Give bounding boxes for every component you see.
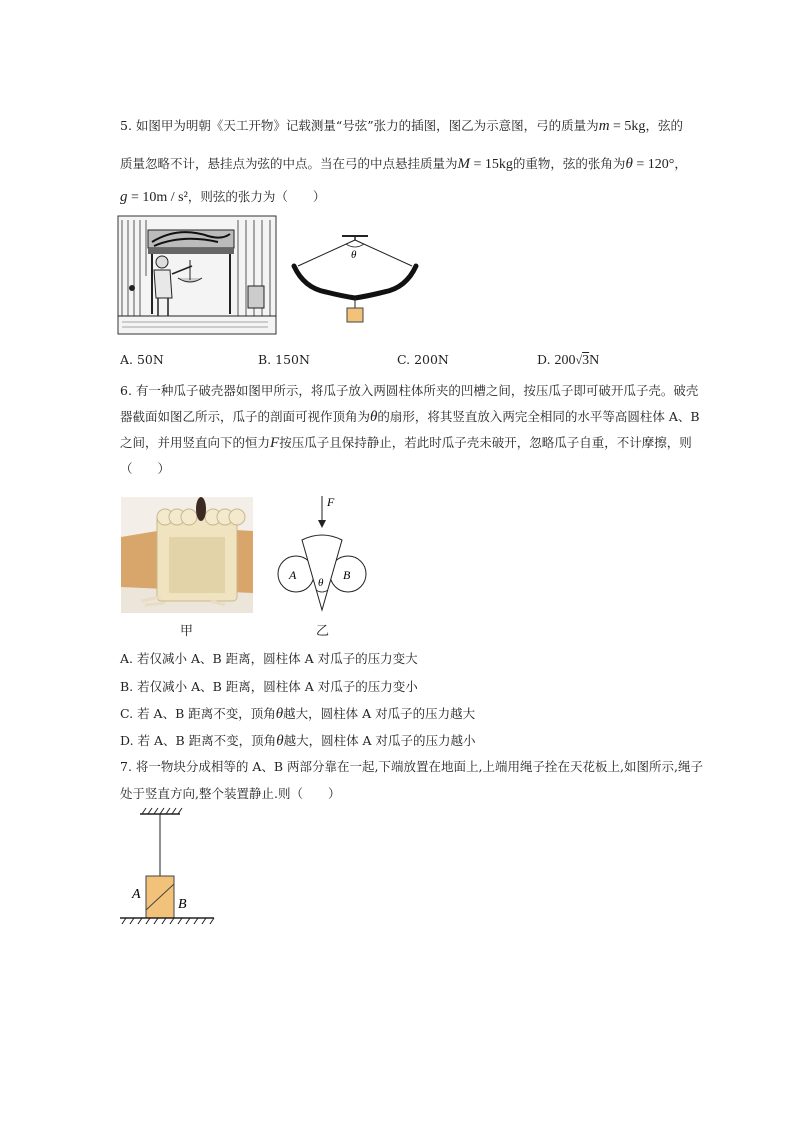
- q6-option-a[interactable]: A. 若仅减小 A、B 距离，圆柱体 A 对瓜子的压力变大: [120, 651, 418, 666]
- q6-line3: 之间，并用竖直向下的恒力F按压瓜子且保持静止，若此时瓜子壳未破开，忽略瓜子自重，不计摩擦，则: [120, 435, 692, 451]
- q5-option-d[interactable]: D. 200√3N: [537, 352, 600, 368]
- q6-option-b[interactable]: B. 若仅减小 A、B 距离，圆柱体 A 对瓜子的压力变小: [120, 679, 418, 694]
- q6-caption-jia: 甲: [180, 624, 194, 639]
- q6-option-d[interactable]: D. 若 A、B 距离不变，顶角θ越大，圆柱体 A 对瓜子的压力越小: [120, 733, 476, 749]
- q6-fig-label-a: A: [289, 568, 297, 582]
- q6-cross-section-diagram: [276, 492, 372, 618]
- q5-option-b[interactable]: B. 150N: [258, 352, 310, 367]
- q6-caption-yi: 乙: [316, 624, 330, 639]
- q5-bow-diagram: [290, 228, 430, 328]
- q5-option-c[interactable]: C. 200N: [397, 352, 449, 367]
- q6-option-c[interactable]: C. 若 A、B 距离不变，顶角θ越大，圆柱体 A 对瓜子的压力越大: [120, 706, 476, 722]
- q5-fig-theta: θ: [351, 249, 357, 261]
- q6-fig-label-b: B: [343, 568, 351, 582]
- q7-block-diagram: [118, 806, 218, 930]
- q5-woodcut-illustration: [118, 216, 276, 334]
- q6-fig-force-label: F: [327, 495, 335, 509]
- q6-nutcracker-photo: [121, 497, 253, 613]
- q6-line4: （ ）: [120, 461, 171, 476]
- q7-line2: 处于竖直方向,整个装置静止.则（ ）: [120, 786, 341, 801]
- q5-line1: 5. 如图甲为明朝《天工开物》记载测量“号弦”张力的插图，图乙为示意图，弓的质量为m = 5kg，弦的: [120, 118, 683, 134]
- q6-line2: 器截面如图乙所示，瓜子的剖面可视作顶角为θ的扇形，将其竖直放入两完全相同的水平等高圆柱体 A、B: [120, 409, 700, 425]
- q7-line1: 7. 将一物块分成相等的 A、B 两部分靠在一起,下端放置在地面上,上端用绳子拴在天花板上,如图所示,绳子: [120, 759, 703, 774]
- q6-line1: 6. 有一种瓜子破壳器如图甲所示，将瓜子放入两圆柱体所夹的凹槽之间，按压瓜子即可破开瓜子壳。破壳: [120, 383, 699, 398]
- q5-line2: 质量忽略不计，悬挂点为弦的中点。当在弓的中点悬挂质量为M = 15kg的重物，弦的张角为θ = 120°，: [120, 156, 687, 172]
- q6-fig-theta: θ: [318, 577, 324, 589]
- q7-fig-label-a: A: [132, 887, 141, 902]
- q5-option-a[interactable]: A. 50N: [120, 352, 164, 367]
- q5-line3: g = 10m / s²，则弦的张力为（ ）: [120, 189, 326, 205]
- q7-fig-label-b: B: [178, 897, 187, 912]
